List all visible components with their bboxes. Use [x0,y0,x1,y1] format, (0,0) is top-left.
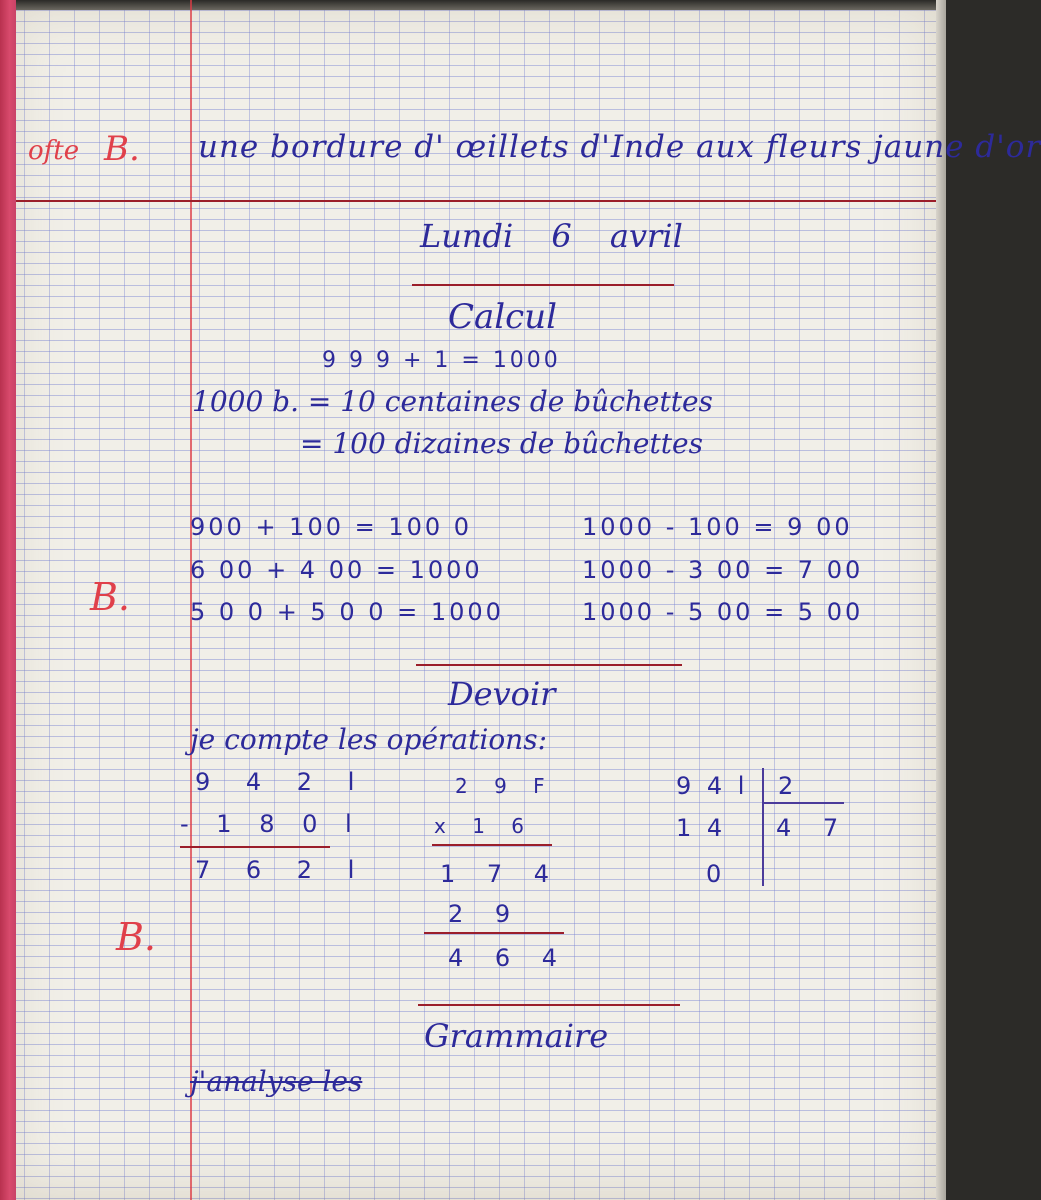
header-grade: ofte [28,136,80,166]
addition-row: 6 00 + 4 00 = 1000 [190,556,483,584]
addition-row: 5 0 0 + 5 0 0 = 1000 [190,598,504,626]
notebook-binding [0,0,16,1200]
division-dividend: 9 4 l [676,772,749,800]
calcul-line-1: 9 9 9 + 1 = 1000 [322,348,561,373]
calcul-grade-mark: B. [90,575,131,619]
grammaire-title: Grammaire [424,1017,609,1055]
subtraction-top: 9 4 2 l [195,768,369,796]
division-horizontal-bar [762,802,844,804]
calcul-line-2: 1000 b. = 10 centaines de bûchettes [192,385,713,418]
subtraction-result: 7 6 2 l [195,856,369,884]
subtraction-row: 1000 - 5 00 = 5 00 [582,598,864,626]
devoir-instruction: je compte les opérations: [190,723,548,756]
addition-row: 900 + 100 = 100 0 [190,513,473,541]
devoir-grade-mark: B. [116,915,157,959]
page-right-edge [936,0,946,1200]
division-vertical-bar [762,768,764,886]
date-underline [412,284,674,286]
devoir-title: Devoir [448,675,556,713]
division-quotient: 4 7 [776,814,851,842]
page-top-edge [0,0,946,10]
multiplication-partial-1: 1 7 4 [440,860,562,888]
devoir-end-rule [418,1004,680,1006]
division-step: 1 4 [676,814,727,842]
calcul-line-3: = 100 dizaines de bûchettes [300,427,703,460]
calcul-title: Calcul [448,297,557,337]
calcul-end-rule [416,664,682,666]
multiplication-result: 4 6 4 [448,944,570,972]
header-grade-mark: B. [104,129,140,169]
subtraction-row: 1000 - 100 = 9 00 [582,513,853,541]
division-remainder: 0 [706,860,725,888]
subtraction-bar [180,846,330,848]
division-divisor: 2 [778,772,797,800]
header-sentence: une bordure d' œillets d'Inde aux fleurs jaune d'or [198,129,1041,165]
multiplication-result-bar [424,932,564,934]
multiplication-top: 2 9 F [455,774,555,798]
multiplication-partial-2: 2 9 [448,900,523,928]
subtraction-bottom: - 1 8 0 l [180,810,362,838]
grammaire-line: j'analyse les [190,1065,363,1098]
multiplication-bottom: x 1 6 [434,814,534,838]
header-rule [16,200,936,202]
subtraction-row: 1000 - 3 00 = 7 00 [582,556,864,584]
date-heading: Lundi 6 avril [420,217,683,255]
multiplication-bar [432,844,552,846]
